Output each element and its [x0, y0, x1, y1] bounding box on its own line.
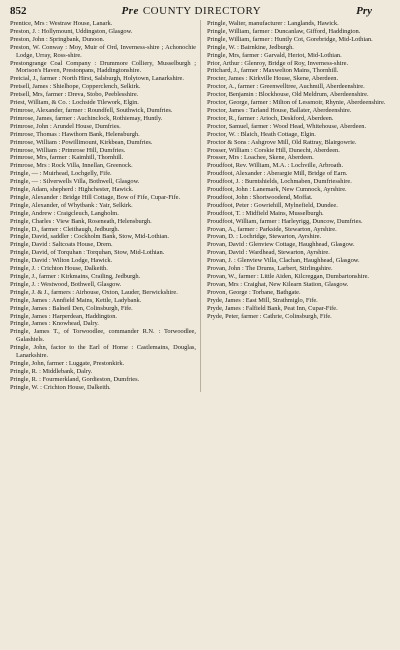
directory-entry: Pringle, Walter, manufacturer : Langlands, Hawick. — [207, 20, 339, 27]
directory-title: COUNTY DIRECTORY — [142, 5, 262, 17]
directory-entry: Pringle, David, of Torquhan : Torquhan, Stow, Mid-Lothian. — [10, 249, 165, 257]
directory-entry: Pringle, David, saddler : Cockholm Bank, Stow, Mid-Lothian. — [10, 233, 169, 241]
directory-entry: Pringle, John, factor to the Earl of Home : Castlemains, Douglas, Lanarkshire. — [10, 344, 196, 360]
directory-entry: Pringle, Alexander, of Whytbank : Yair, Selkirk. — [10, 201, 133, 209]
directory-entry: Proudfoot, John : Lanemark, New Cumnock, Ayrshire. — [207, 186, 347, 194]
directory-entry: Primrose, Mrs, farmer : Kaimhill, Thornhill. — [10, 154, 124, 162]
directory-entry: Proctor, W. : Blaich, Heath Cottage, Elgin. — [207, 130, 316, 138]
directory-entry: Proctor & Sons : Ashgrove Mill, Old Rattray, Blairgowrie. — [207, 138, 357, 146]
directory-entry: Pringle, David : Saltcoats House, Drem. — [10, 241, 113, 249]
directory-entry: Pringle, — : Silverwells Villa, Bothwell, Glasgow. — [10, 178, 140, 186]
directory-entry: Prestongrange Coal Company : Drummore Colliery, Musselburgh ; Morison's Haven, Prestonpans, Haddingtonshire. — [10, 59, 196, 75]
directory-entry: Provan, John : The Drums, Larbert, Stirlingshire. — [207, 265, 333, 273]
directory-entry: Pringle, — : Muirhead, Lochgelly, Fife. — [10, 170, 112, 178]
page-number: 852 — [10, 5, 27, 17]
directory-entry: Pringle, William, farmer : Duncanlaw, Gifford, Haddington. — [207, 27, 361, 35]
directory-entry: Pringle, Alexander : Bridge Hill Cottage, Bow of Fife, Cupar-Fife. — [10, 193, 181, 201]
directory-entry: Proudfoot, John : Shortwoodend, Moffat. — [207, 193, 313, 201]
directory-entry: Pretsell, Mrs, farmer : Dreva, Stobo, Peeblesshire. — [10, 91, 139, 99]
directory-entry: Pringle, J., farmer : Kirkmains, Crailing, Jedburgh. — [10, 273, 141, 280]
directory-entry: Prosser, Mrs : Loachee, Skene, Aberdeen. — [207, 154, 314, 162]
directory-entry: Proudfoot, Rev. William, M.A. : Lochville, Arbroath. — [207, 162, 344, 170]
directory-entry: Pringle, R. : Fourmerkland, Gordieston, Dumfries. — [10, 375, 140, 383]
directory-entry: Provon, George : Torbane, Bathgate. — [207, 288, 301, 296]
directory-entry: Pryde, James : Falfield Bank, Peat Inn, Cupar-Fife. — [207, 304, 338, 312]
directory-entry: Proctor, A., farmer : Greenwelltree, Auchmill, Aberdeenshire. — [207, 83, 365, 91]
directory-entry: Proctor, R., farmer : Arioch, Deskford, Aberdeen. — [207, 114, 334, 122]
directory-entry: Proudfoot, William, farmer : Harleyrigg, Duncow, Dumfries. — [207, 217, 363, 225]
directory-entry: Proudfoot, Alexander : Aberargie Mill, Bridge of Earn. — [207, 170, 348, 178]
directory-entry: Pryde, Peter, farmer : Cathrie, Colinsburgh, Fife. — [207, 312, 332, 320]
running-title — [121, 4, 261, 18]
directory-entry: Primrose, John : Arundel House, Dumfries. — [10, 122, 121, 130]
directory-entry: Preston, W. Conway : Moy, Muir of Ord, Inverness-shire ; Achonochie Lodge, Urray, Ross-shire. — [10, 43, 196, 59]
directory-entry: Proctor, James : Tarland House, Ballater, Aberdeenshire. — [207, 106, 352, 114]
directory-entry: Proudfoot, J. : Burntshields, Lochmaben, Dumfriesshire. — [207, 178, 352, 186]
directory-entry: Preston, J. : Hollymount, Uddingston, Glasgow. — [10, 27, 133, 35]
directory-entry: Provan, Mrs : Craighat, New Kilearn Station, Glasgow. — [207, 280, 349, 288]
directory-entry: Pringle, Adam, shepherd : Highchester, Hawick. — [10, 186, 134, 194]
directory-entry: Provan, D. : Lochridge, Stewarton, Ayrshire. — [207, 233, 322, 241]
directory-entry: Pringle, James : Annfield Mains, Kettle, Ladybank. — [10, 296, 142, 304]
directory-entry: Pringle, W. : Crichton House, Dalkeith. — [10, 383, 111, 391]
directory-entry: Pringle, James : Balneil Den, Colinsburgh, Fife. — [10, 304, 133, 312]
directory-entry: Provan, David : Glenview Cottage, Haughhead, Glasgow. — [207, 241, 355, 249]
directory-entry: Provan, A., farmer : Parkside, Stewarton, Ayrshire. — [207, 225, 337, 233]
entry-columns — [10, 20, 392, 392]
index-letters-right: Pry — [356, 5, 372, 17]
directory-entry: Primrose, William : Primrose Hill, Dumfries. — [10, 146, 126, 154]
directory-entry: Pringle, J. : Westwood, Bothwell, Glasgow. — [10, 280, 122, 288]
directory-entry: Pryde, James : East Mill, Strathmiglo, Fife. — [207, 296, 318, 304]
directory-entry: Pringle, James T., of Torwoodlee, commander R.N. : Torwoodlee, Galashiels. — [10, 328, 196, 344]
directory-entry: Pringle, Mrs, farmer : Garvald, Heriot, Mid-Lothian. — [207, 51, 342, 59]
directory-entry: Procter, James : Kirkville House, Skene, Aberdeen. — [207, 75, 339, 83]
directory-entry: Proudfoot, Peter : Gowriehill, Mylnefield, Dundee. — [207, 201, 338, 209]
directory-entry: Pringle, D., farmer : Cleithaugh, Jedburgh. — [10, 225, 120, 233]
directory-entry: Priest, William, & Co. : Lochside Tilework, Elgin. — [10, 99, 139, 107]
directory-entry: Proctor, George, farmer : Milton of Lessmoir, Rhynie, Aberdeenshire. — [207, 99, 386, 107]
directory-entry: Preston, John : Springbank, Dunoon. — [10, 35, 105, 43]
directory-entry: Primrose, James, farmer : Auchinclock, Rothiemay, Huntly. — [10, 114, 163, 122]
directory-entry: Pretcial, J., farmer : North Hirst, Salsburgh, Holytown, Lanarkshire. — [10, 75, 184, 83]
left-column — [10, 20, 201, 392]
directory-entry: Prior, Arthur : Glenroy, Bridge of Roy, Inverness-shire. — [207, 59, 349, 67]
directory-entry: Primrose, William : Powillimount, Kirkbean, Dumfries. — [10, 138, 153, 146]
right-column — [201, 20, 392, 392]
directory-entry: Provan, W., farmer : Little Aiden, Kilcreggan, Dumbartonshire. — [207, 273, 370, 280]
directory-entry: Pringle, J. : Crichton House, Dalkeith. — [10, 265, 108, 273]
directory-entry: Pringle, Charles : View Bank, Roseneath, Helensburgh. — [10, 217, 152, 225]
directory-entry: Pringle, James : Harperdean, Haddington. — [10, 312, 118, 320]
directory-entry: Pringle, R. : Middlebank, Dalry. — [10, 367, 93, 375]
page-header — [10, 4, 392, 18]
directory-entry: Pringle, J. & J., farmers : Airhouse, Oxton, Lauder, Berwickshire. — [10, 288, 178, 296]
directory-entry: Primrose, Mrs : Rock Villa, Innellan, Greenock. — [10, 162, 133, 170]
directory-entry: Primrose, Alexander, farmer : Roundfell, Southwick, Dumfries. — [10, 106, 173, 114]
index-letters-left: Pre — [121, 5, 139, 17]
directory-entry: Pringle, John, farmer : Luggate, Prestonkirk. — [10, 359, 125, 367]
directory-entry: Proudfoot, T. : Midfield Mains, Musselburgh. — [207, 209, 324, 217]
directory-entry: Pringle, William, farmer : Huntly Cot, Gorebridge, Mid-Lothian. — [207, 35, 373, 43]
directory-entry: Proctor, Benjamin : Blockhouse, Old Meldrum, Aberdeenshire. — [207, 91, 369, 99]
directory-entry: Pringle, David : Wilton Lodge, Hawick. — [10, 257, 113, 265]
directory-entry: Primrose, Thomas : Hawthorn Bank, Helensburgh. — [10, 130, 140, 138]
directory-entry: Proctor, Samuel, farmer : Wood Head, Whitehouse, Aberdeen. — [207, 122, 367, 130]
directory-entry: Provan, J. : Glenview Villa, Clachan, Haughhead, Glasgow. — [207, 257, 360, 265]
directory-entry: Pringle, Andrew : Craigcleuch, Langholm. — [10, 209, 119, 217]
directory-entry: Pringle, W. : Bairnkine, Jedburgh. — [207, 43, 294, 51]
directory-entry: Prentice, Mrs : Westraw House, Lanark. — [10, 20, 113, 27]
directory-entry: Pringle, James : Knowhead, Dalry. — [10, 320, 99, 328]
directory-entry: Pretsell, James : Shielhope, Copperclench, Selkirk. — [10, 83, 141, 91]
directory-entry: Prosser, William : Corskie Hill, Dunecht, Aberdeen. — [207, 146, 340, 154]
directory-entry: Provan, David : Wardhead, Stewarton, Ayrshire. — [207, 249, 330, 257]
directory-entry: Pritchard, J., farmer : Maxwelton Mains, Thornhill. — [207, 67, 339, 75]
